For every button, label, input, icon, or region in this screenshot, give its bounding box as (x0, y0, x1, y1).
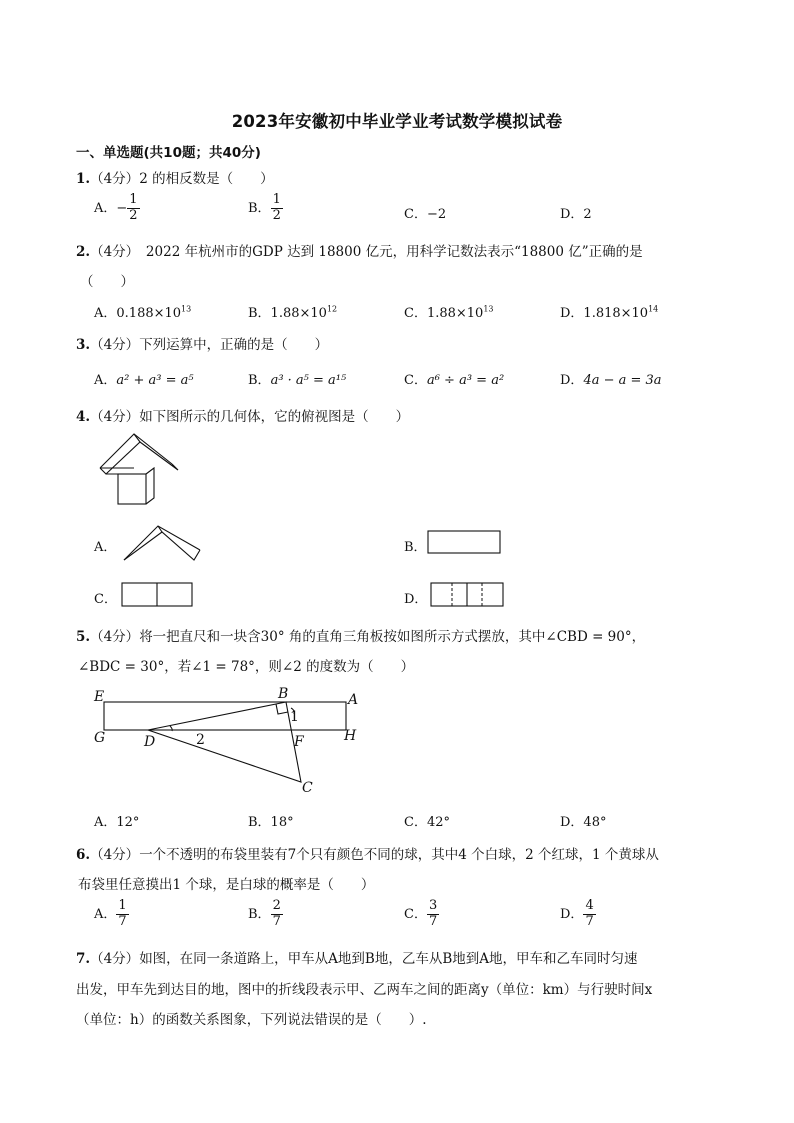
question-5 (76, 625, 645, 645)
question-7 (76, 947, 638, 967)
question-number: 5. (76, 629, 91, 645)
question-4 (76, 405, 409, 425)
option-c: C．−2 (404, 207, 447, 222)
page-title: 2023年安徽初中毕业学业考试数学模拟试卷 (231, 112, 563, 131)
question-text-cont: 布袋里任意摸出1 个球，是白球的概率是（ ） (78, 877, 375, 893)
question-text: 下列运算中，正确的是（ ） (139, 337, 329, 353)
question-number: 1. (76, 171, 91, 187)
question-text: 如图，在同一条道路上，甲车从A地到B地，乙车从B地到A地，甲车和乙车同时匀速 (139, 951, 638, 967)
fraction: $\frac{1}{2}$ (272, 192, 281, 223)
question-2 (76, 240, 643, 260)
question-number: 2. (76, 244, 91, 260)
question-text: 将一把直尺和一块含30° 角的直角三角板按如图所示方式摆放，其中∠CBD = 90°， (139, 629, 646, 645)
question-text: 如下图所示的几何体，它的俯视图是（ ） (139, 409, 410, 425)
option-c: C．a⁶ ÷ a³ = a² (404, 373, 505, 388)
fraction: $\frac{1}{2}$ (129, 192, 138, 223)
option-c: C． $\frac{3}{7}$ (404, 898, 438, 929)
label-F: F (294, 734, 304, 750)
label-B: B (278, 686, 289, 702)
label-D: D (144, 734, 156, 750)
question-text-cont: （ ） (80, 274, 134, 290)
label-H: H (344, 728, 357, 744)
option-b: B． $\frac{1}{2}$ (248, 192, 281, 223)
option-c: C．$1.88\times 10^{13}$ (404, 304, 494, 321)
question-score: （4分） (90, 847, 140, 863)
option-c: C． (94, 592, 117, 607)
question-text: 2 的相反数是（ ） (139, 171, 274, 187)
question-score: （4分） (90, 951, 140, 967)
question-score: （4分） (90, 244, 133, 260)
option-d-figure (430, 581, 506, 609)
option-d: D．48° (560, 815, 607, 830)
option-b: B． (404, 540, 427, 555)
option-a: A．12° (94, 815, 140, 830)
question-score: （4分） (90, 337, 140, 353)
option-a: A． (94, 540, 117, 555)
question-text-cont: 出发，甲车先到达目的地，图中的折线段表示甲、乙两车之间的距离y（单位：km）与行驶时间x (76, 982, 653, 998)
option-a: A．$0.188\times 10^{13}$ (94, 304, 192, 321)
option-a: A． $\frac{1}{7}$ (94, 898, 127, 929)
question-text: 一个不透明的布袋里装有7个只有颜色不同的球，其中4 个白球，2 个红球，1 个黄球从 (139, 847, 659, 863)
option-c-figure (121, 581, 195, 609)
option-d: D．4a − a = 3a (560, 373, 662, 388)
question-text-cont: ∠BDC = 30°，若∠1 = 78°，则∠2 的度数为（ ） (78, 659, 415, 675)
question-1 (76, 167, 274, 187)
option-b-figure (427, 529, 503, 555)
question-score: （4分） (90, 629, 140, 645)
option-d: D．$1.818\times 10^{14}$ (560, 304, 659, 321)
section-heading: 一、单选题(共10题；共40分) (76, 145, 261, 161)
option-a: A．− $\frac{1}{2}$ (94, 192, 138, 223)
option-d: D． (404, 592, 428, 607)
label-G: G (94, 730, 106, 746)
label-angle-1: 1 (290, 709, 299, 725)
option-a: A．a² + a³ = a⁵ (94, 373, 194, 388)
option-b: B． $\frac{2}{7}$ (248, 898, 281, 929)
question-number: 6. (76, 847, 91, 863)
option-d: D． $\frac{4}{7}$ (560, 898, 594, 929)
question-score: （4分） (90, 171, 140, 187)
option-c: C．42° (404, 815, 450, 830)
option-a-figure (118, 520, 204, 564)
label-C: C (302, 780, 313, 796)
label-angle-2: 2 (196, 732, 205, 748)
label-A: A (348, 692, 359, 708)
option-b: B．a³ · a⁵ = a¹⁵ (248, 373, 347, 388)
label-E: E (94, 689, 105, 705)
question-3 (76, 333, 328, 353)
question-number: 7. (76, 951, 91, 967)
option-b: B．$1.88\times 10^{12}$ (248, 304, 338, 321)
option-d: D．2 (560, 207, 592, 222)
solid-figure (92, 430, 182, 510)
question-score: （4分） (90, 409, 140, 425)
question-number: 4. (76, 409, 91, 425)
question-text-cont: （单位：h）的函数关系图象，下列说法错误的是（ ）. (76, 1012, 427, 1028)
question-number: 3. (76, 337, 91, 353)
ruler-shape (104, 702, 346, 730)
ruler-triangle-figure (86, 684, 376, 796)
option-b: B．18° (248, 815, 294, 830)
question-text: 2022 年杭州市的GDP 达到 18800 亿元，用科学记数法表示“18800 亿”正确的是 (132, 244, 643, 260)
question-6 (76, 843, 659, 863)
